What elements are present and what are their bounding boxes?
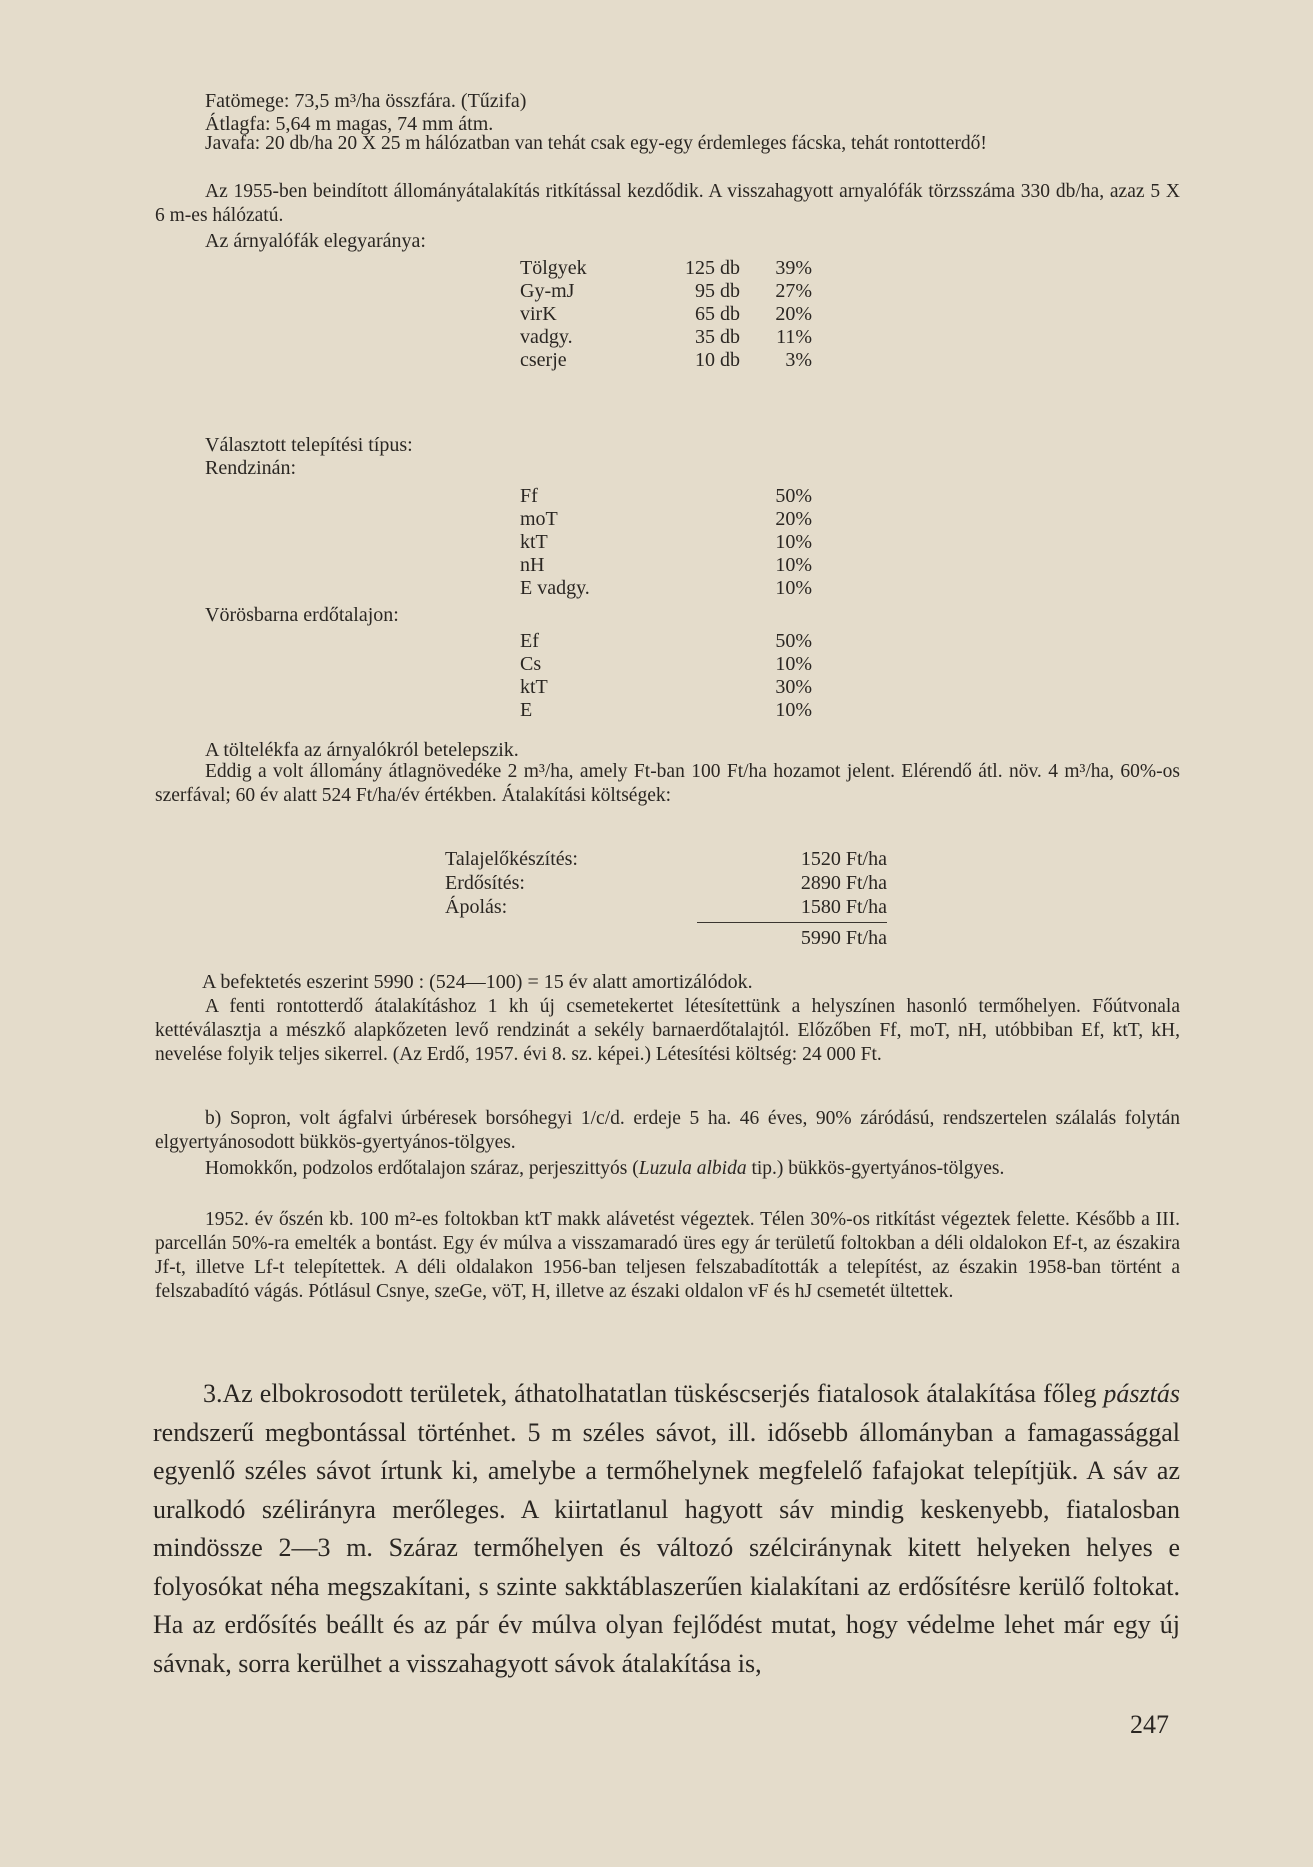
intro-line-2: Átlagfa: 5,64 m magas, 74 mm átm. [205, 113, 494, 135]
mix-label: Az árnyalófák elegyaránya: [205, 230, 426, 252]
mix-count: 95 db [695, 280, 740, 302]
mix-count: 125 db [685, 257, 740, 279]
mix-count: 65 db [695, 303, 740, 325]
mix-pct: 3% [785, 349, 812, 371]
rendzina-pct: 10% [775, 577, 812, 599]
cost-amount: 2890 Ft/ha [800, 872, 887, 894]
rendzina-pct: 10% [775, 554, 812, 576]
cost-amount: 1580 Ft/ha [800, 896, 887, 918]
voros-name: Ef [520, 630, 539, 652]
para-section-3-text-cont: rendszerű megbontással történhet. 5 m széles sávot, ill. idősebb állományban a famagassággal egyenlő széles sávot írtunk ki, amelybe a termőhelynek megfelelő fafajokat telepítjük. A sáv az uralkodó szélirányra merőleges. A kiirtatlanul hagyott sáv mindig keskenyebb, fiatalosban mindössze 2—3 m. Száraz termőhelyen és változó szélciránynak kitett helyeken helyes e folyosókat néha megszakítani, s szinte sakktáblaszerűen kialakítani az erdősítésre kerülő foltokat. Ha az erdősítés beállt és az pár év múlva olyan fejlődést mutat, hogy védelme lehet már egy új sávnak, sorra kerülhet a visszahagyott sávok átalakítása is, [153, 1417, 1180, 1678]
intro-para-javafa: Javafa: 20 db/ha 20 X 25 m hálózatban van tehát csak egy-egy érdemleges fácska, tehát rontotterdő! [205, 133, 987, 154]
intro-para-atalakitas: Az 1955-ben beindított állományátalakítás ritkítással kezdődik. A visszahagyott arnyalófák törzsszáma 330 db/ha, azaz 5 X 6 m-es hálózatú. [155, 181, 1180, 226]
rendzina-pct: 20% [775, 508, 812, 530]
rendzina-name: nH [520, 554, 545, 576]
rendzina-name: E vadgy. [520, 577, 590, 599]
rendzina-pct: 50% [775, 485, 812, 507]
voros-pct: 10% [775, 653, 812, 675]
para-section-3 [153, 1375, 1180, 1683]
mix-name: Gy-mJ [520, 280, 575, 302]
cost-name: Erdősítés: [445, 872, 525, 894]
type-label: Választott telepítési típus: [205, 434, 413, 456]
sum-rule [697, 922, 887, 923]
species-name: Luzula albida [638, 1158, 747, 1179]
voros-pct: 10% [775, 699, 812, 721]
cost-total: 5990 Ft/ha [800, 927, 887, 949]
rendzina-pct: 10% [775, 531, 812, 553]
mix-pct: 39% [775, 257, 812, 279]
para-toltelek: A töltelékfa az árnyalókról betelepszik. [205, 739, 519, 761]
page-number: 247 [1130, 1710, 1169, 1739]
mix-name: cserje [520, 349, 567, 371]
rendzina-name: moT [520, 508, 558, 530]
voros-name: Cs [520, 653, 542, 675]
mix-name: virK [520, 303, 557, 325]
method-name: pásztás [1103, 1379, 1180, 1408]
para-homokkon-end: tip.) bükkös-gyertyános-tölgyes. [746, 1158, 1005, 1179]
voros-label: Vörösbarna erdőtalajon: [205, 604, 399, 626]
mix-pct: 20% [775, 303, 812, 325]
voros-pct: 30% [775, 676, 812, 698]
mix-count: 10 db [695, 349, 740, 371]
voros-name: E [520, 699, 533, 721]
mix-count: 35 db [695, 326, 740, 348]
mix-pct: 11% [776, 326, 812, 348]
cost-amount: 1520 Ft/ha [800, 848, 887, 870]
para-1952: 1952. év őszén kb. 100 m²-es foltokban ktT makk alávetést végeztek. Télen 30%-os ritkítást végeztek felette. Később a III. parcellán 50%-ra emelték a bontást. Egy év múlva a visszamaradó üres egy ár területű foltokban a déli oldalokon Ef-t, az északira Jf-t, illetve Lf-t telepítettek. A déli oldalakon 1956-ban teljesen felszabadították a telepítést, az északin 1958-ban történt a felszabadító vágás. Pótlásul Csnye, szeGe, vöT, H, illetve az északi oldalon vF és hJ csemetét ültettek. [155, 1209, 1180, 1302]
mix-pct: 27% [775, 280, 812, 302]
cost-name: Ápolás: [445, 896, 508, 918]
para-eddig: Eddig a volt állomány átlagnövedéke 2 m³/ha, amely Ft-ban 100 Ft/ha hozamot jelent. Elérendő átl. növ. 4 m³/ha, 60%-os szerfával; 60 év alatt 524 Ft/ha/év értékben. Átalakítási költségek: [155, 761, 1180, 806]
rendzina-name: Ff [520, 485, 538, 507]
para-sopron: b) Sopron, volt ágfalvi úrbéresek borsóhegyi 1/c/d. erdeje 5 ha. 46 éves, 90% záródású, rendszertelen szálalás folytán elgyertyánosodott bükkös-gyertyános-tölgyes. [155, 1108, 1180, 1153]
cost-name: Talajelőkészítés: [445, 848, 578, 870]
mix-name: vadgy. [520, 326, 573, 348]
rendzina-name: ktT [520, 531, 548, 553]
voros-name: ktT [520, 676, 548, 698]
para-section-3-text: 3.Az elbokrosodott területek, áthatolhatatlan tüskéscserjés fiatalosok átalakítása főleg [203, 1379, 1104, 1408]
para-homokkon-text: Homokkőn, podzolos erdőtalajon száraz, perjeszittyós ( [205, 1158, 639, 1179]
voros-pct: 50% [775, 630, 812, 652]
para-homokkon [155, 1157, 1180, 1181]
para-fenti: A fenti rontotterdő átalakításhoz 1 kh új csemetekertet létesítettünk a helyszínen hasonló termőhelyen. Főútvonala kettéválasztja a mészkő alapkőzeten levő rendzinát a sekély barnaerdőtalajtól. Előzőben Ff, moT, nH, utóbbiban Ef, ktT, kH, nevelése folyik teljes sikerrel. (Az Erdő, 1957. évi 8. sz. képei.) Létesítési költség: 24 000 Ft. [155, 996, 1180, 1065]
rendzina-label: Rendzinán: [205, 457, 297, 479]
intro-line-1: Fatömege: 73,5 m³/ha összfára. (Tűzifa) [205, 90, 527, 112]
mix-name: Tölgyek [520, 257, 587, 279]
para-befektetes: A befektetés eszerint 5990 : (524—100) = 15 év alatt amortizálódok. [202, 971, 753, 993]
